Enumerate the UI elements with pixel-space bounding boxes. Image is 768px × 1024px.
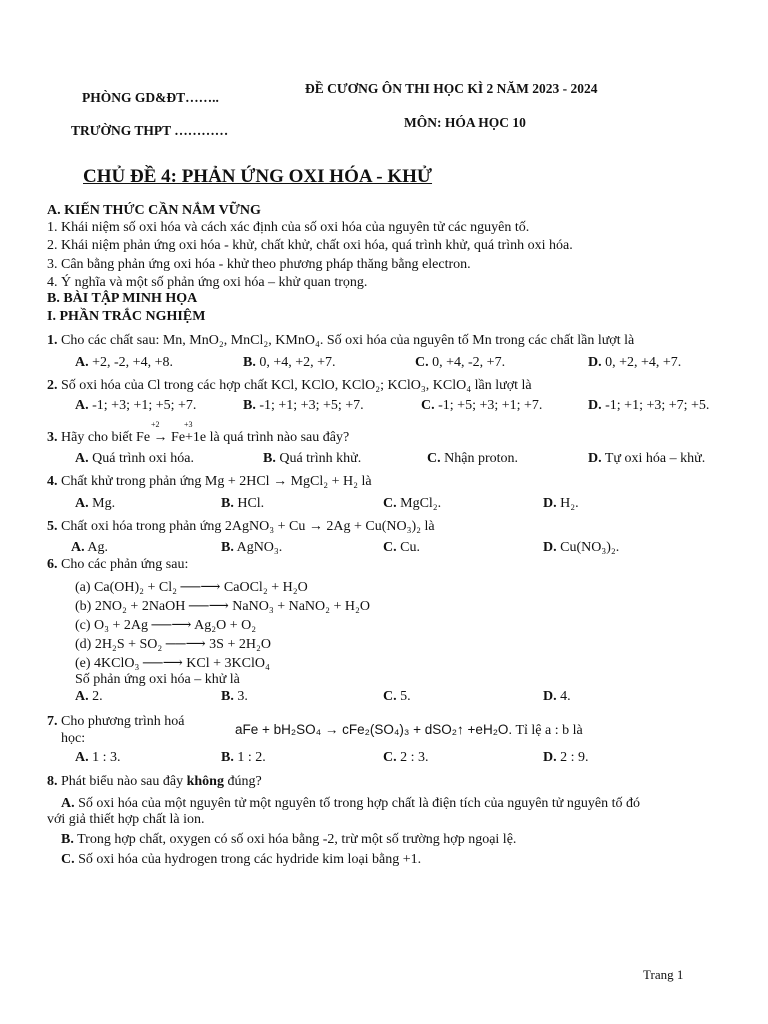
department-label: PHÒNG GD&ĐT…….. [82,90,219,105]
exam-title: ĐỀ CƯƠNG ÔN THI HỌC KÌ 2 NĂM 2023 - 2024 [305,81,598,96]
q5-option-c: C. Cu. [383,540,420,555]
q6-option-d: D. 4. [543,689,571,704]
page-title: CHỦ ĐỀ 4: PHẢN ỨNG OXI HÓA - KHỬ [83,166,433,187]
q5-option-a: A. Ag. [71,540,108,555]
q6-option-a: A. 2. [75,689,103,704]
question-5: 5. Chất oxi hóa trong phản ứng 2AgNO₃ + Cu → 2Ag + Cu(NO₃)₂ là [47,519,435,534]
q8-option-b: B. Trong hợp chất, oxygen có số oxi hóa bằng -2, trừ một số trường hợp ngoại lệ. [61,832,517,847]
question-3: 3. Hãy cho biết Fe → Fe+1e là quá trình nào sau đây? [47,430,350,445]
q8-option-c: C. Số oxi hóa của hydrogen trong các hydride kim loại bằng +1. [61,852,422,867]
reaction-e: (e) 4KClO₃ ──⟶ KCl + 3KClO₄ [75,656,270,671]
reaction-d: (d) 2H₂S + SO₂ ──⟶ 3S + 2H₂O [75,637,271,652]
q7-option-d: D. 2 : 9. [543,750,589,765]
school-label: TRƯỜNG THPT ………… [71,123,229,138]
question-7-continued: học: [61,731,86,746]
q7-option-b: B. 1 : 2. [221,750,266,765]
q4-option-a: A. Mg. [75,496,116,511]
oxidation-number-left: +2 [151,420,160,429]
q4-option-d: D. H₂. [543,496,579,511]
question-7-equation: aFe + bH₂SO₄ → cFe₂(SO₄)₃ + dSO₂↑ +eH₂O. Tỉ lệ a : b là [235,722,583,738]
question-7: 7. Cho phương trình hoá [47,714,185,729]
section-a-item: 1. Khái niệm số oxi hóa và cách xác định của số oxi hóa của nguyên tử các nguyên tố. [47,220,530,235]
q4-option-b: B. HCl. [221,496,265,511]
reaction-c: (c) O₃ + 2Ag ──⟶ Ag₂O + O₂ [75,618,257,633]
section-a-item: 3. Cân bằng phản ứng oxi hóa - khử theo phương pháp thăng bằng electron. [47,257,471,272]
half-reaction: Fe → Fe+1e [136,430,207,445]
subject-label: MÔN: HÓA HỌC 10 [404,115,526,130]
question-8: 8. Phát biểu nào sau đây không đúng? [47,774,262,789]
q5-option-b: B. AgNO₃. [221,540,283,555]
reaction-b: (b) 2NO₂ + 2NaOH ──⟶ NaNO₃ + NaNO₂ + H₂O [75,599,371,614]
section-a-item: 2. Khái niệm phản ứng oxi hóa - khử, chất khử, chất oxi hóa, quá trình khử, quá trình oxi hóa. [47,238,573,253]
q2-option-d: D. -1; +1; +3; +7; +5. [588,398,710,413]
section-b-heading: B. BÀI TẬP MINH HỌA [47,291,198,306]
section-a-heading: A. KIẾN THỨC CẦN NẮM VỮNG [47,203,261,218]
q4-option-c: C. MgCl₂. [383,496,442,511]
q1-option-a: A. +2, -2, +4, +8. [75,355,173,370]
q7-option-c: C. 2 : 3. [383,750,429,765]
q6-option-c: C. 5. [383,689,411,704]
question-1 [47,333,634,349]
question-6-prompt: Số phản ứng oxi hóa – khử là [75,672,240,687]
q1-option-d: D. 0, +2, +4, +7. [588,355,682,370]
section-a-item: 4. Ý nghĩa và một số phản ứng oxi hóa – khử quan trọng. [47,275,368,290]
q6-option-b: B. 3. [221,689,248,704]
section-b-subheading: I. PHẦN TRẮC NGHIỆM [47,309,206,324]
q2-option-a: A. -1; +3; +1; +5; +7. [75,398,197,413]
q3-option-d: D. Tự oxi hóa – khử. [588,451,706,466]
q5-option-d: D. Cu(NO₃)₂. [543,540,620,555]
q3-option-c: C. Nhận proton. [427,451,519,466]
q3-option-b: B. Quá trình khử. [263,451,362,466]
reaction-a: (a) Ca(OH)₂ + Cl₂ ──⟶ CaOCl₂ + H₂O [75,580,308,595]
oxidation-number-right: +3 [184,420,193,429]
q1-option-c: C. 0, +4, -2, +7. [415,355,506,370]
q2-option-b: B. -1; +1; +3; +5; +7. [243,398,364,413]
question-4: 4. Chất khử trong phản ứng Mg + 2HCl → MgCl₂ + H₂ là [47,474,372,489]
question-2: 2. Số oxi hóa của Cl trong các hợp chất KCl, KClO, KClO₂; KClO₃, KClO₄ lần lượt là [47,378,532,393]
q8-option-a-continued: với giả thiết hợp chất là ion. [47,812,205,827]
q7-option-a: A. 1 : 3. [75,750,121,765]
emphasis-not: không [186,774,224,789]
q3-option-a: A. Quá trình oxi hóa. [75,451,194,466]
question-text: Cho các chất sau: Mn, MnO₂, MnCl₂, KMnO₄. Số oxi hóa của nguyên tố Mn trong các chất lần lượt là [61,333,635,348]
q1-option-b: B. 0, +4, +2, +7. [243,355,336,370]
page-number: Trang 1 [643,967,684,982]
q2-option-c: C. -1; +5; +3; +1; +7. [421,398,543,413]
chemical-equation: aFe + bH₂SO₄ → cFe₂(SO₄)₃ + dSO₂↑ +eH₂O. [235,722,513,737]
q8-option-a: A. Số oxi hóa của một nguyên tử một nguyên tố trong hợp chất là điện tích của nguyên tử nguyên tố đó [61,796,640,811]
question-6: 6. Cho các phản ứng sau: [47,557,189,572]
question-number: 1. [47,333,58,348]
